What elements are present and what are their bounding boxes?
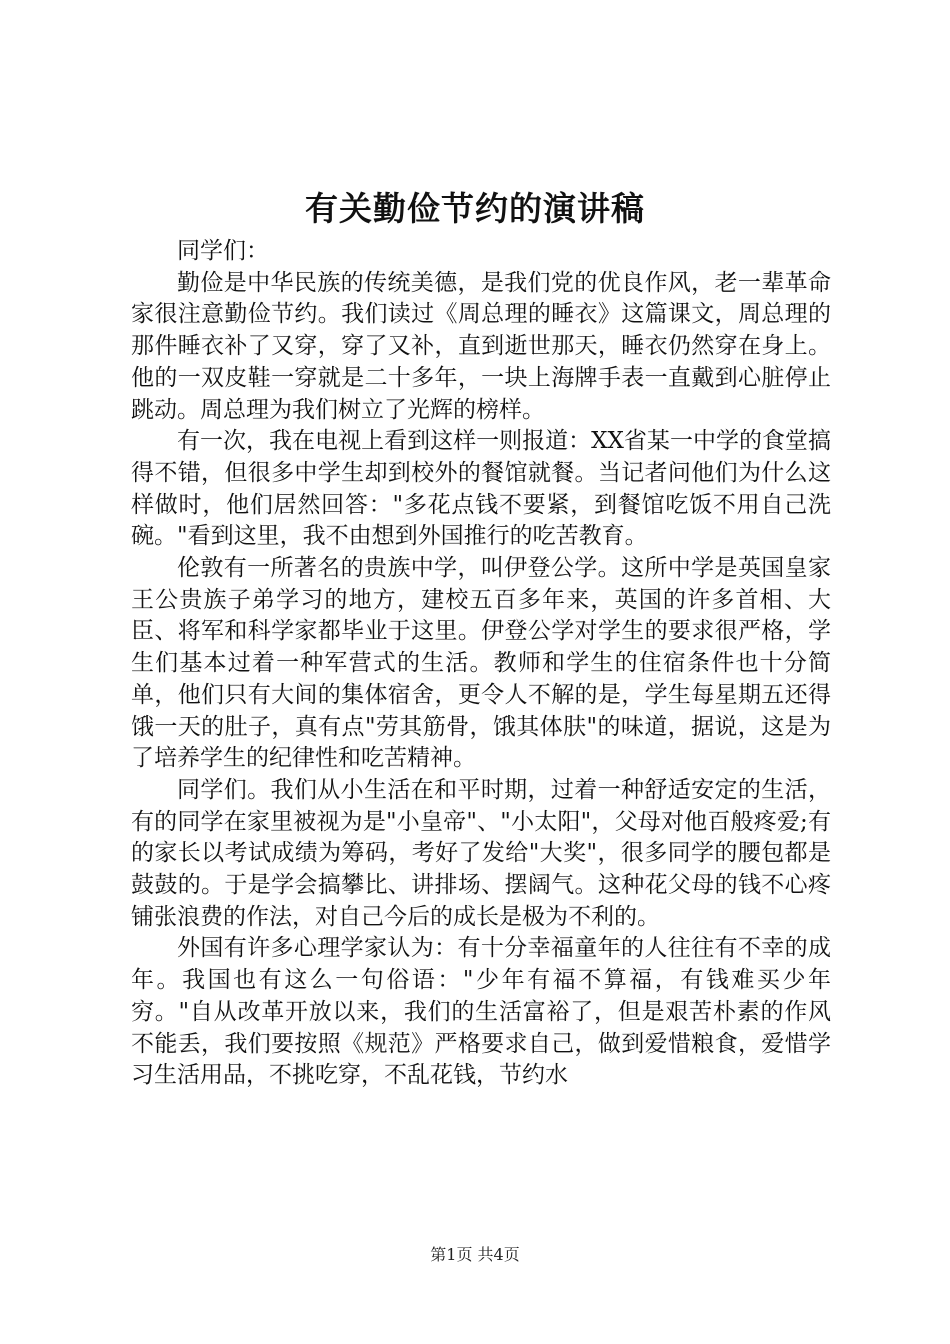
paragraph: 有一次，我在电视上看到这样一则报道：XX省某一中学的食堂搞得不错，但很多中学生却到校外的餐馆就餐。当记者问他们为什么这样做时，他们居然回答："多花点钱不要紧，到餐馆吃饭不用自己洗碗。"看到这里，我不由想到外国推行的吃苦教育。 <box>131 428 831 550</box>
document-body <box>131 236 831 1092</box>
paragraph: 同学们。我们从小生活在和平时期，过着一种舒适安定的生活，有的同学在家里被视为是"小皇帝"、"小太阳"，父母对他百般疼爱;有的家长以考试成绩为筹码，考好了发给"大奖"，很多同学的腰包都是鼓鼓的。于是学会搞攀比、讲排场、摆阔气。这种花父母的钱不心疼铺张浪费的作法，对自己今后的成长是极为不利的。 <box>131 776 831 930</box>
document-title: 有关勤俭节约的演讲稿 <box>305 189 645 228</box>
paragraph: 伦敦有一所著名的贵族中学，叫伊登公学。这所中学是英国皇家王公贵族子弟学习的地方，建校五百多年来，英国的许多首相、大臣、将军和科学家都毕业于这里。伊登公学对学生的要求很严格，学生们基本过着一种军营式的生活。教师和学生的住宿条件也十分简单，他们只有大间的集体宿舍，更令人不解的是，学生每星期五还得饿一天的肚子，真有点"劳其筋骨，饿其体肤"的味道，据说，这是为了培养学生的纪律性和吃苦精神。 <box>131 555 831 772</box>
paragraph: 外国有许多心理学家认为：有十分幸福童年的人往往有不幸的成年。我国也有这么一句俗语："少年有福不算福，有钱难买少年穷。"自从改革开放以来，我们的生活富裕了，但是艰苦朴素的作风不能丢，我们要按照《规范》严格要求自己，做到爱惜粮食，爱惜学习生活用品，不挑吃穿，不乱花钱，节约水 <box>131 935 831 1089</box>
paragraph: 勤俭是中华民族的传统美德，是我们党的优良作风，老一辈革命家很注意勤俭节约。我们读过《周总理的睡衣》这篇课文，周总理的那件睡衣补了又穿，穿了又补，直到逝世那天，睡衣仍然穿在身上。他的一双皮鞋一穿就是二十多年，一块上海牌手表一直戴到心脏停止跳动。周总理为我们树立了光辉的榜样。 <box>131 269 831 423</box>
page-footer: 第1页 共4页 <box>430 1245 520 1264</box>
paragraph-greeting: 同学们： <box>177 238 269 264</box>
